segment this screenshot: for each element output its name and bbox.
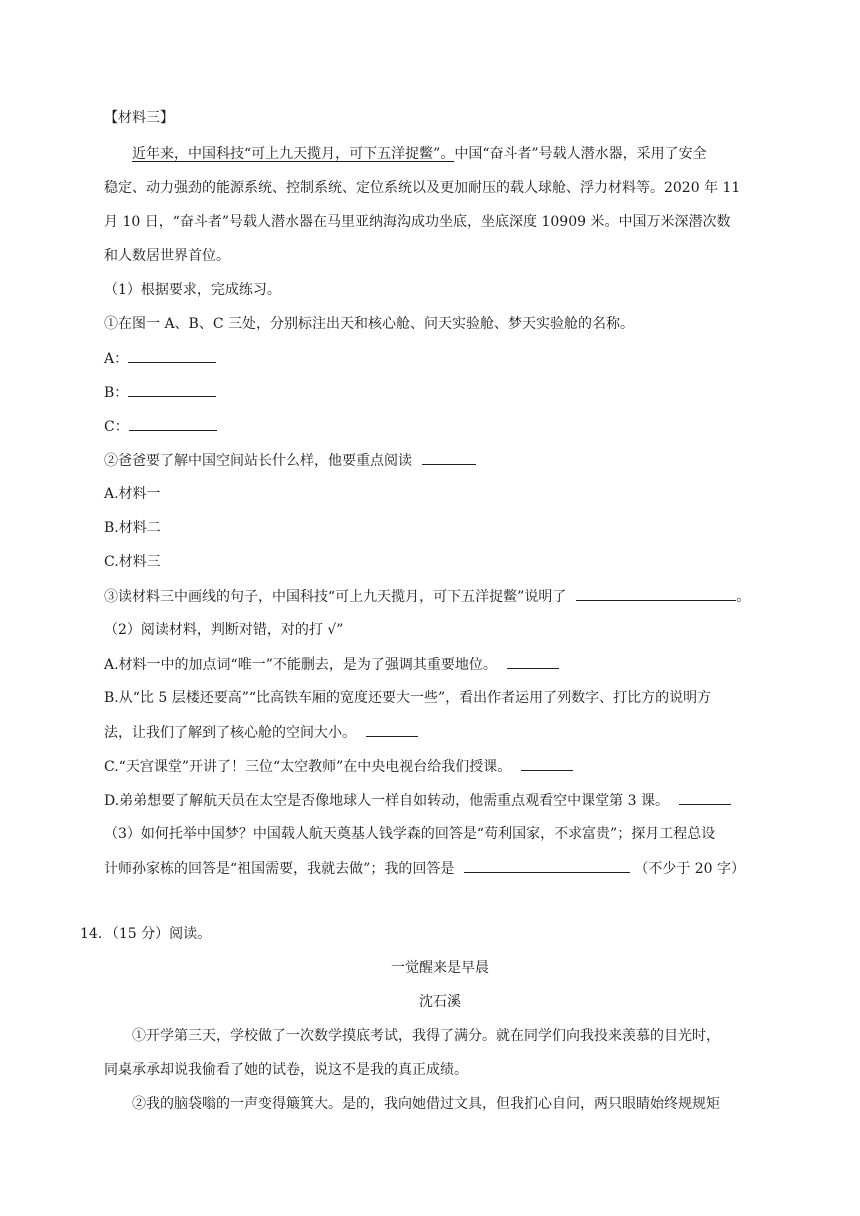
option-b: B.材料二 [104, 520, 161, 536]
question-2-a-blank[interactable] [507, 654, 559, 669]
underlined-sentence: 近年来，中国科技“可上九天揽月，可下五洋捉鳖”。 [132, 146, 455, 162]
question-2-d-text: D.弟弟想要了解航天员在太空是否像地球人一样自如转动，他需重点观看空中课堂第 3 课。 [104, 793, 669, 809]
question-3-line-2 [104, 858, 745, 879]
material-3-line-3: 月 10 日，“奋斗者”号载人潜水器在马里亚纳海沟成功坐底，坐底深度 10909 米。中国万米深潜次数 [104, 214, 731, 230]
question-2-d-blank[interactable] [679, 790, 731, 805]
question-3-line-1: （3）如何托举中国梦？中国载人航天奠基人钱学森的回答是“苟利国家，不求富贵”；探月工程总设 [104, 826, 716, 842]
question-2-b-blank[interactable] [366, 722, 418, 737]
answer-b-label: B： [104, 385, 129, 401]
question-2-b-line-1: B.从“比 5 层楼还要高”“比高铁车厢的宽度还要大一些”，看出作者运用了列数字、打比方的说明方 [104, 690, 712, 706]
answer-a-label: A： [104, 351, 129, 367]
question-3-blank[interactable] [464, 858, 630, 873]
question-2-a-text: A.材料一中的加点词“唯一”不能删去，是为了强调其重要地位。 [104, 657, 497, 673]
answer-b-blank[interactable] [128, 382, 216, 397]
question-3-line-2-text: 计师孙家栋的回答是“祖国需要，我就去做”；我的回答是 [104, 861, 455, 877]
question-14-header: 14．（15 分）阅读。 [80, 926, 212, 942]
question-2-a [104, 654, 563, 675]
material-3-line-2: 稳定、动力强劲的能源系统、控制系统、定位系统以及更加耐压的载人球舱、浮力材料等。2020 年 11 [104, 180, 741, 196]
question-1-item-3-text: ③读材料三中画线的句子，中国科技“可上九天揽月，可下五洋捉鳖”说明了 [104, 589, 567, 605]
option-c: C.材料三 [104, 554, 161, 570]
answer-c-row [104, 416, 221, 437]
story-title: 一觉醒来是早晨 [391, 960, 489, 976]
material-3-line-1 [132, 144, 707, 164]
question-2-title: （2）阅读材料，判断对错，对的打 √” [104, 622, 344, 638]
answer-c-blank[interactable] [129, 416, 217, 431]
paragraph-1-line-1: ①开学第三天，学校做了一次数学摸底考试，我得了满分。就在同学们向我投来羡慕的目光时， [132, 1028, 720, 1044]
material-3-heading: 【材料三】 [104, 110, 174, 126]
question-1-title: （1）根据要求，完成练习。 [104, 282, 281, 298]
answer-a-row [104, 348, 220, 369]
story-author: 沈石溪 [419, 994, 461, 1010]
question-1-item-2-text: ②爸爸要了解中国空间站长什么样，他要重点阅读 [104, 453, 412, 469]
answer-a-blank[interactable] [128, 348, 216, 363]
question-3-end: （不少于 20 字） [634, 861, 746, 877]
material-3-line-1-rest: 中国“奋斗者”号载人潜水器，采用了安全 [454, 146, 707, 162]
question-1-item-2 [104, 450, 480, 471]
question-1-item-3 [104, 586, 750, 607]
question-2-c-text: C.“天宫课堂”开讲了！三位“太空教师”在中央电视台给我们授课。 [104, 759, 512, 775]
item-3-blank[interactable] [576, 586, 736, 601]
item-2-blank[interactable] [422, 450, 476, 465]
option-a: A.材料一 [104, 486, 161, 502]
question-2-d [104, 790, 735, 811]
question-1-item-1: ①在图一 A、B、C 三处，分别标注出天和核心舱、问天实验舱、梦天实验舱的名称。 [104, 316, 635, 332]
paragraph-1-line-2: 同桌承承却说我偷看了她的试卷，说这不是我的真正成绩。 [104, 1062, 468, 1078]
answer-b-row [104, 382, 220, 403]
question-2-c [104, 756, 577, 777]
material-3-line-4: 和人数居世界首位。 [104, 248, 230, 264]
question-2-b-text: 法，让我们了解到了核心舱的空间大小。 [104, 725, 356, 741]
answer-c-label: C： [104, 419, 129, 435]
question-2-c-blank[interactable] [521, 756, 573, 771]
paragraph-2-line-1: ②我的脑袋嗡的一声变得簸箕大。是的，我向她借过文具，但我扪心自问，两只眼睛始终规规矩 [132, 1096, 720, 1112]
item-3-end: 。 [736, 589, 751, 605]
question-2-b-line-2 [104, 722, 422, 743]
